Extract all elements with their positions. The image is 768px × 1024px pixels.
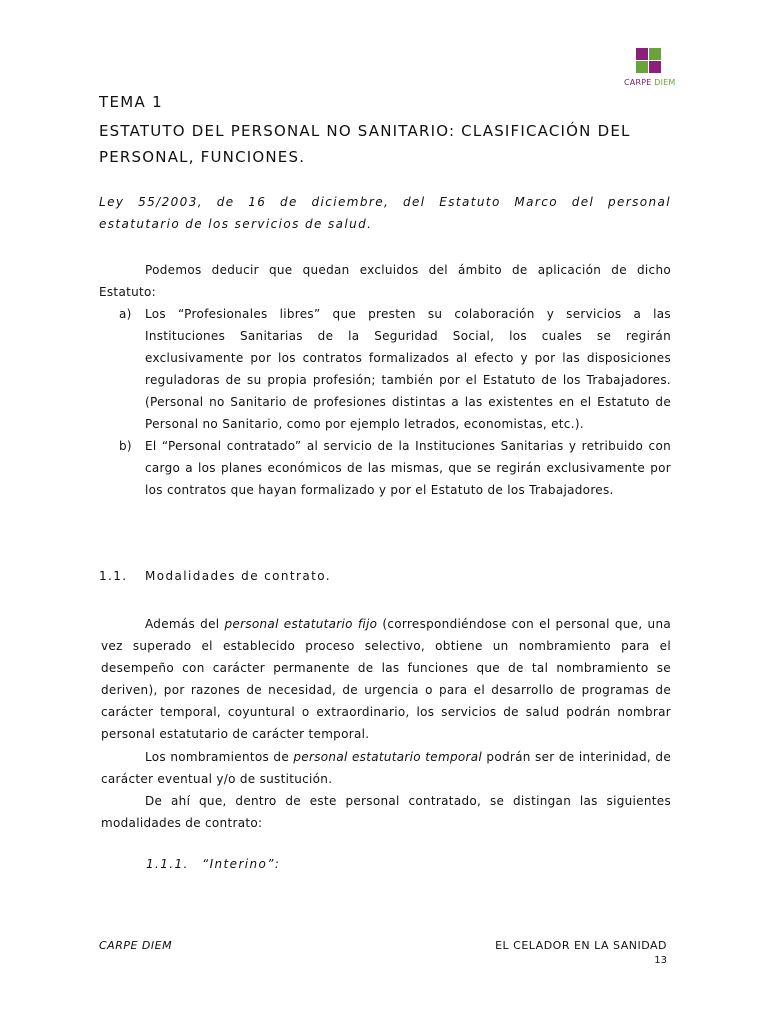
logo-text-carpe: CARPE xyxy=(624,78,652,87)
page-title: ESTATUTO DEL PERSONAL NO SANITARIO: CLASIFICACIÓN DEL PERSONAL, FUNCIONES. xyxy=(99,122,631,166)
logo-text-diem: DIEM xyxy=(654,78,676,87)
section-title: Modalidades de contrato. xyxy=(145,569,331,583)
logo-square-purple-bottom xyxy=(649,61,661,73)
list-item xyxy=(99,435,671,501)
footer-left: CARPE DIEM xyxy=(99,939,173,952)
section-heading xyxy=(99,569,331,583)
subsection-heading xyxy=(146,857,280,871)
list-item-text: El “Personal contratado” al servicio de la Instituciones Sanitarias y retribuido con cargo a los planes económicos de las mismas, que se regirán exclusivamente por los contratos que hayan formalizado y por el Estatuto de los Trabajadores. xyxy=(145,439,671,497)
exclusion-list xyxy=(99,303,671,501)
paragraph-modalidades: De ahí que, dentro de este personal contratado, se distingan las siguientes modalidades de contrato: xyxy=(101,794,671,830)
logo-square-green-top xyxy=(649,48,661,60)
logo-square-green-bottom xyxy=(636,61,648,73)
page-number: 13 xyxy=(654,955,667,966)
logo-square-purple-top xyxy=(636,48,648,60)
list-marker: b) xyxy=(119,439,132,453)
paragraph-text: podrán ser de interinidad, de carácter eventual y/o de sustitución. xyxy=(101,750,672,786)
subsection-number: 1.1.1. xyxy=(146,857,189,871)
tema-number: TEMA 1 xyxy=(99,93,163,111)
list-marker: a) xyxy=(119,307,132,321)
law-reference: Ley 55/2003, de 16 de diciembre, del Estatuto Marco del personal estatutario de los servicios de salud. xyxy=(99,195,671,231)
footer-right: EL CELADOR EN LA SANIDAD xyxy=(495,939,667,952)
paragraph-text: Además del xyxy=(145,617,225,631)
paragraph-personal-fijo xyxy=(101,613,671,745)
logo-text xyxy=(624,78,676,87)
intro-paragraph xyxy=(99,259,671,303)
intro-text: Podemos deducir que quedan excluidos del ámbito de aplicación de dicho Estatuto: xyxy=(99,263,671,299)
subsection-title: “Interino”: xyxy=(202,857,281,871)
emphasis-text: personal estatutario fijo xyxy=(224,617,378,631)
paragraph-text: (correspondiéndose con el personal que, una vez superado el establecido proceso selectivo, obtiene un nombramiento para el desempeño con carácter permanente de las funciones que de tal nombramiento se deriven), por razones de necesidad, de urgencia o para el desarrollo de programas de carácter temporal, coyuntural o extraordinario, los servicios de salud podrán nombrar personal estatutario de carácter temporal. xyxy=(101,617,671,741)
section-number: 1.1. xyxy=(99,569,128,583)
emphasis-text: personal estatutario temporal xyxy=(293,750,483,764)
list-item-text: Los “Profesionales libres” que presten su colaboración y servicios a las Instituciones Sanitarias de la Seguridad Social, los cuales se regirán exclusivamente por los contratos formalizados al efecto y por las disposiciones reguladoras de su propia profesión; también por el Estatuto de los Trabajadores. (Personal no Sanitario de profesiones distintas a las existentes en el Estatuto de Personal no Sanitario, como por ejemplo letrados, economistas, etc.). xyxy=(145,307,671,431)
carpe-diem-logo xyxy=(624,48,676,92)
paragraph-text: Los nombramientos de xyxy=(145,750,294,764)
paragraph-personal-temporal xyxy=(101,746,671,790)
list-item xyxy=(99,303,671,435)
